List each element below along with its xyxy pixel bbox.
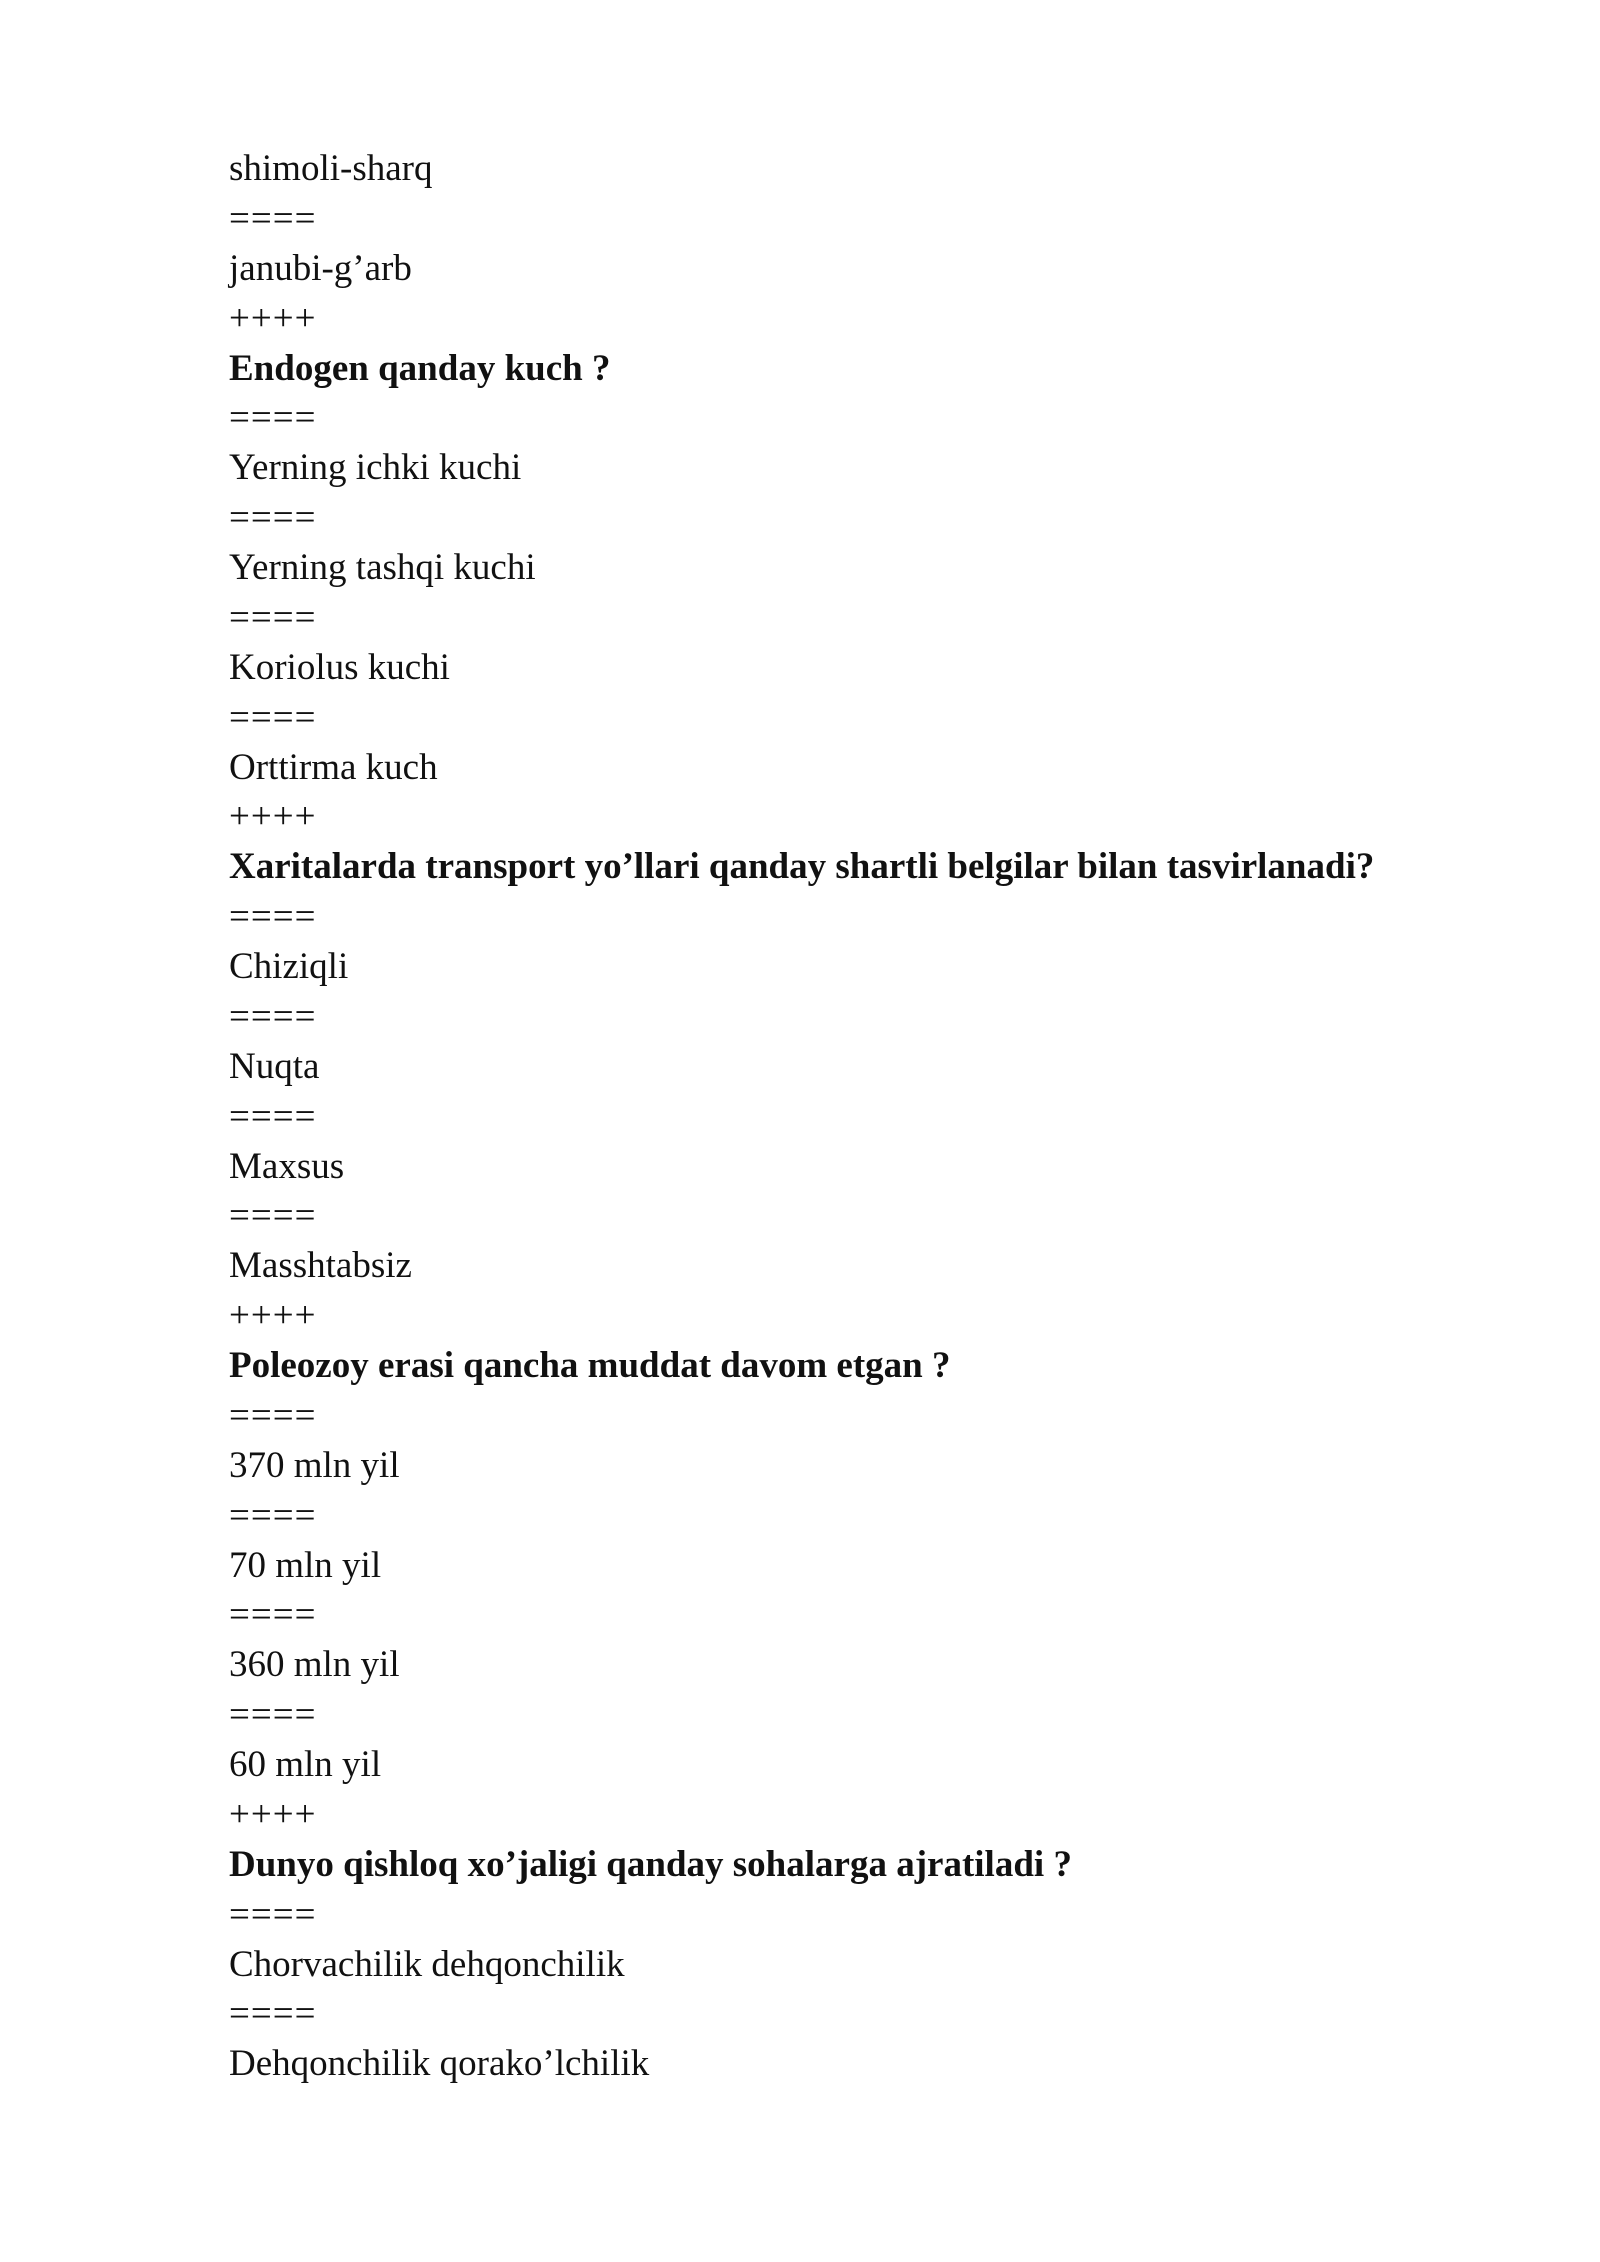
separator-line: ====: [229, 1494, 317, 1536]
separator-line: ====: [229, 896, 317, 938]
answer-line: 370 mln yil: [229, 1444, 400, 1486]
separator-line: ++++: [229, 297, 317, 339]
answer-line: Chiziqli: [229, 946, 349, 987]
separator-line: ====: [229, 1195, 317, 1237]
answer-line: 60 mln yil: [229, 1744, 382, 1785]
separator-line: ====: [229, 197, 317, 239]
separator-line: ====: [229, 596, 317, 638]
separator-line: ====: [229, 397, 317, 439]
question-line: Xaritalarda transport yo’llari qanday shartli belgilar bilan tasvirlanadi?: [229, 846, 1375, 888]
answer-line: Chorvachilik dehqonchilik: [229, 1943, 625, 1985]
separator-line: ++++: [229, 1295, 317, 1337]
question-line: Dunyo qishloq xo’jaligi qanday sohalarga ajratiladi ?: [229, 1843, 1072, 1885]
separator-line: ====: [229, 1594, 317, 1636]
answer-line: shimoli-sharq: [229, 148, 433, 189]
answer-line: Masshtabsiz: [229, 1245, 412, 1287]
separator-line: ====: [229, 995, 317, 1037]
document-page: [229, 144, 1469, 2089]
separator-line: ====: [229, 696, 317, 738]
answer-line: 70 mln yil: [229, 1544, 382, 1586]
answer-line: Nuqta: [229, 1045, 320, 1087]
answer-line: Yerning tashqi kuchi: [229, 547, 536, 588]
answer-line: Orttirma kuch: [229, 746, 438, 788]
separator-line: ====: [229, 1993, 317, 2035]
separator-line: ====: [229, 1394, 317, 1436]
separator-line: ====: [229, 1694, 317, 1736]
question-line: Endogen qanday kuch ?: [229, 347, 611, 389]
answer-line: 360 mln yil: [229, 1644, 400, 1686]
separator-line: ====: [229, 497, 317, 539]
separator-line: ++++: [229, 796, 317, 838]
answer-line: Koriolus kuchi: [229, 646, 450, 688]
answer-line: Dehqonchilik qorako’lchilik: [229, 2043, 650, 2085]
answer-line: janubi-g’arb: [229, 247, 412, 289]
separator-line: ++++: [229, 1793, 317, 1835]
separator-line: ====: [229, 1893, 317, 1935]
answer-line: Maxsus: [229, 1145, 345, 1187]
answer-line: Yerning ichki kuchi: [229, 447, 522, 489]
question-line: Poleozoy erasi qancha muddat davom etgan ?: [229, 1345, 951, 1386]
separator-line: ====: [229, 1095, 317, 1137]
